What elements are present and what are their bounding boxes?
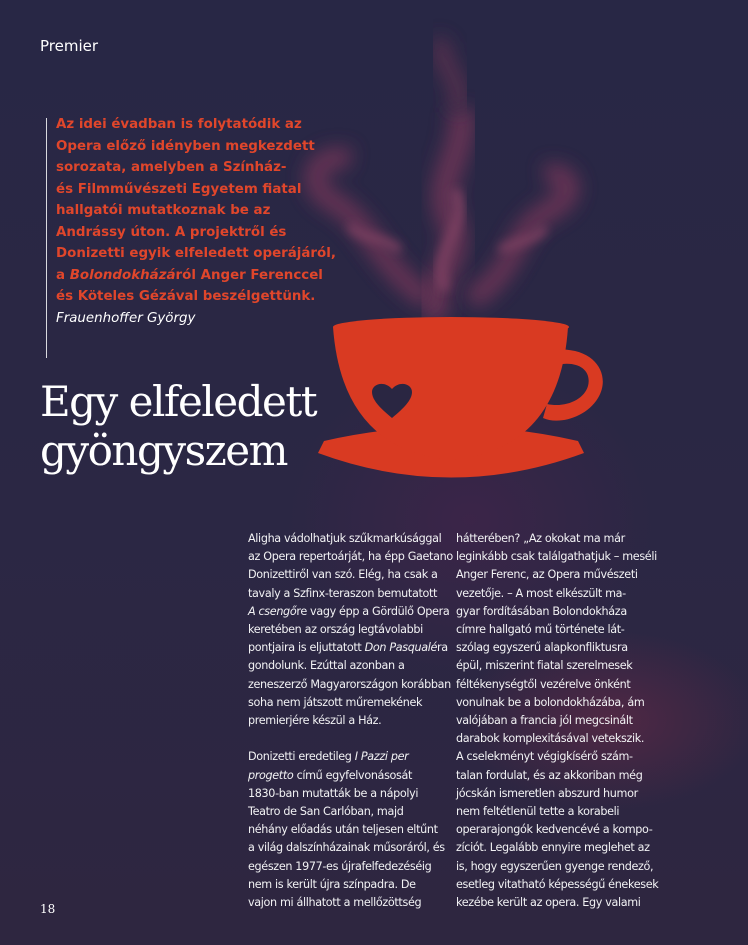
body-line [248,748,453,766]
body-line: zeneszerző Magyarországon korábban [248,677,451,691]
body-line: keretében az ország legtávolabbi [248,623,423,637]
title-line: Egy elfeledett [40,377,317,426]
lead-line: hallgatói mutatkoznak be az [56,203,271,218]
body-line [248,603,453,621]
lead-line: és Filmművészeti Egyetem fiatal [56,181,302,197]
body-line: zíciót. Legalább ennyire meglehet az [456,841,650,855]
title-line: gyöngyszem [40,426,287,475]
author-byline: Frauenhoffer György [56,310,196,326]
cup-icon [318,317,603,478]
body-line: Teatro de San Carlóban, majd [248,805,404,819]
lead-line: sorozata, amelyben a Színház- [56,160,287,175]
page-number: 18 [40,902,56,916]
lead-text: ról Anger Ferenccel [175,267,323,283]
body-line: szólag egyszerű alapkonfliktusra [456,641,628,655]
body-line: vonulnak be a bolondokházába, ám [456,695,645,709]
body-line: jócskán ismeretlen abszurd humor [456,786,638,800]
opera-title: progetto [248,768,294,782]
section-label: Premier [40,37,99,55]
lead-paragraph [56,114,336,329]
body-line [248,639,453,657]
lead-line: Az idei évadban is folytatódik az [56,117,302,132]
lead-line [56,265,323,287]
opera-title: A csengő [248,604,297,618]
body-line: vajon mi állhatott a mellőzöttség [248,896,422,910]
body-line: tavaly a Szfinx-teraszon bemutatott [248,586,438,600]
lead-line: Andrássy úton. A projektről és [56,224,287,240]
body-line: 1830-ban mutatták be a nápolyi [248,786,419,800]
body-line: leginkább csak találgathatjuk – meséli [456,550,657,564]
body-line: premierjére készül a Ház. [248,714,382,728]
opera-title: Don Pasqualé [364,641,438,655]
body-line: az Opera repertoárját, ha épp Gaetano [248,550,453,564]
body-line: is, hogy egyszerűen gyenge rendező, [456,859,654,873]
body-line: épül, miszerint fiatal szerelmesek [456,659,633,673]
body-line: gyar fordításában Bolondokháza [456,604,627,618]
body-line: vezetője. – A most elkészült ma- [456,586,626,600]
body-line: kezébe került az opera. Egy valami [456,896,641,910]
body-line: valójában a francia jól megcsinált [456,714,633,728]
body-line: esetleg vitatható képességű énekesek [456,877,659,891]
lead-text: a [56,267,70,283]
body-line: operarajongók kedvencévé a kompo- [456,823,653,837]
body-text: ra [437,641,448,655]
lead-line: és Köteles Gézával beszélgettünk. [56,289,316,304]
body-line: címre hallgató mű története lát- [456,623,625,637]
body-column-1 [248,530,453,912]
body-line: nem feltétlenül tette a korabeli [456,805,620,819]
body-line: darabok komplexitásával vetekszik. [456,732,645,746]
body-text: című egyfelvonásosát [293,768,413,782]
lead-line: Donizetti egyik elfeledett operájáról, [56,246,336,261]
lead-line: Opera előző idényben megkezdett [56,138,315,154]
lead-divider [46,118,47,358]
body-line: féltékenységtől vezérelve önként [456,677,631,691]
opera-title: I Pazzi per [354,750,409,764]
opera-title: Bolondokházá [69,267,176,283]
body-line: a világ dalszínházainak műsoráról, és [248,841,445,855]
body-text: pontjaira is eljuttatott [248,641,365,655]
body-line: egészen 1977-es újrafelfedezéséig [248,859,432,873]
paragraph-gap [248,730,453,748]
article-title [40,377,316,475]
body-line [248,767,453,785]
body-column-2 [456,530,658,912]
body-line: néhány előadás után teljesen eltűnt [248,823,438,837]
body-text: Donizetti eredetileg [248,750,355,764]
body-line: nem is került újra színpadra. De [248,877,416,891]
body-line: A cselekményt végigkísérő szám- [456,750,633,764]
body-line: Anger Ferenc, az Opera művészeti [456,568,638,582]
body-line: Aligha vádolhatjuk szűkmarkúsággal [248,532,442,545]
body-line: hátterében? „Az okokat ma már [456,532,625,545]
body-line: gondolunk. Ezúttal azonban a [248,659,405,673]
body-line: soha nem játszott műremekének [248,695,423,709]
body-line: talan fordulat, és az akkoriban még [456,768,643,782]
body-text: re vagy épp a Gördülő Opera [296,604,450,618]
body-line: Donizettiről van szó. Elég, ha csak a [248,568,438,582]
steam-icon [315,40,568,320]
